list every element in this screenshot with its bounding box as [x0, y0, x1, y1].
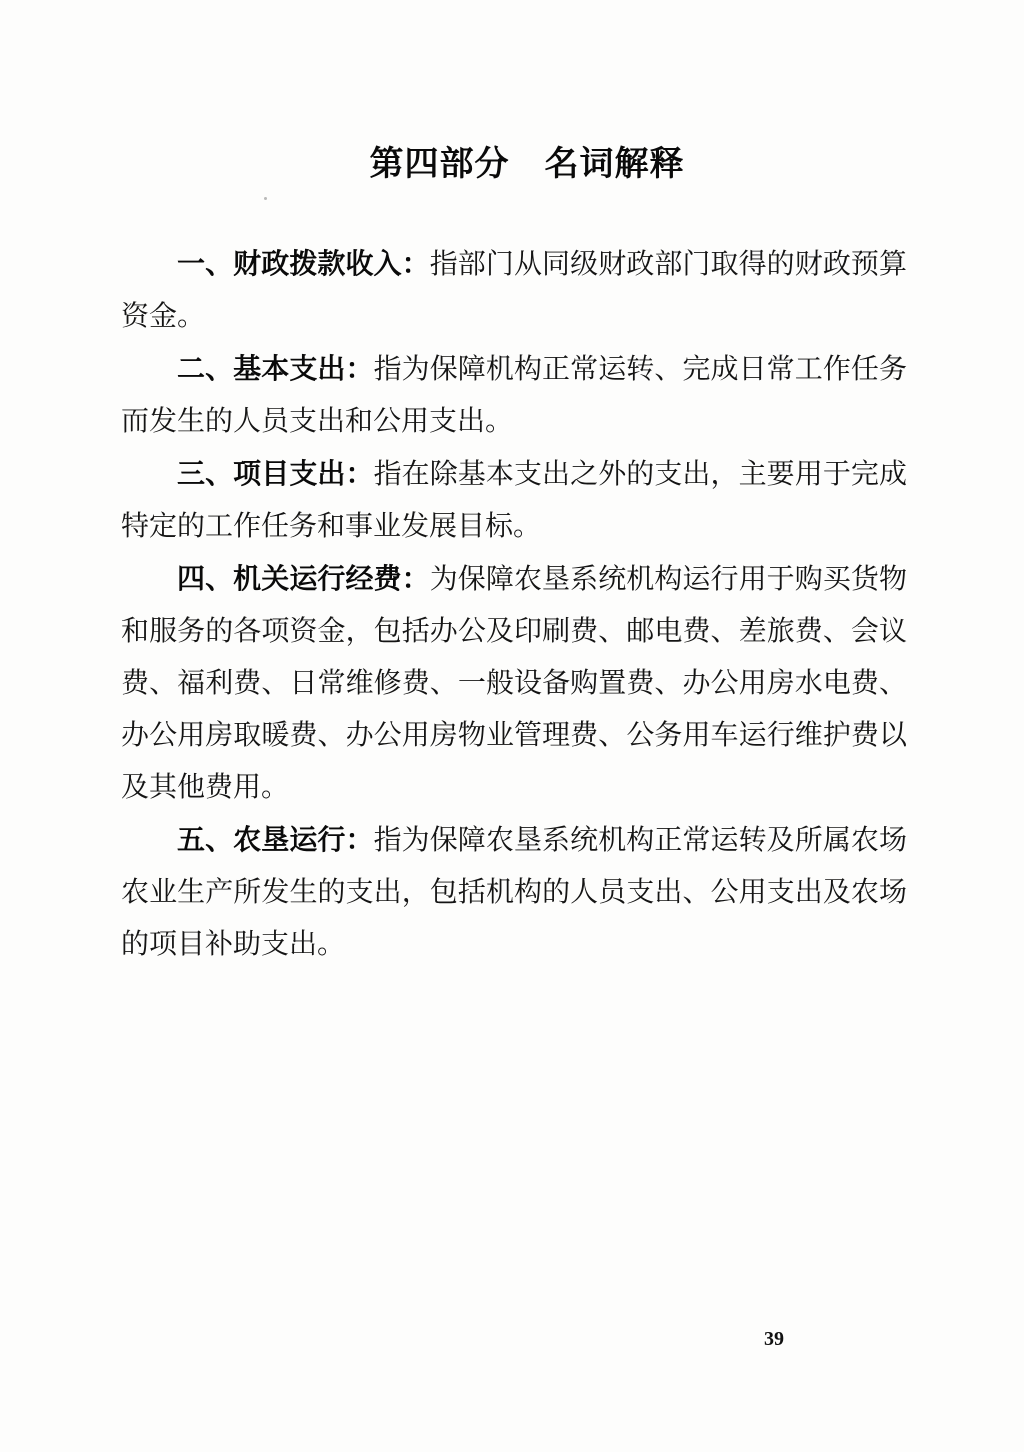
term-definition: 指为保障农垦系统机构正常运转及所属农场农业生产所发生的支出，包括机构的人员支出、公用支出及农场的项目补助支出。: [121, 825, 907, 960]
page-number: 39: [764, 1328, 784, 1350]
document-body: [121, 238, 907, 971]
term-label: 二、基本支出：: [177, 353, 374, 384]
term-label: 一、财政拨款收入：: [177, 248, 430, 279]
term-definition: 指为保障机构正常运转、完成日常工作任务而发生的人员支出和公用支出。: [121, 354, 907, 437]
page-title: 第四部分 名词解释: [369, 145, 685, 183]
term-label: 四、机关运行经费：: [177, 563, 430, 594]
definition-paragraph: [121, 553, 907, 814]
term-label: 三、项目支出：: [177, 458, 374, 489]
term-definition: 指在除基本支出之外的支出，主要用于完成特定的工作任务和事业发展目标。: [121, 459, 907, 542]
definition-paragraph: [121, 343, 907, 448]
term-definition: 指部门从同级财政部门取得的财政预算资金。: [121, 249, 907, 332]
term-definition: 为保障农垦系统机构运行用于购买货物和服务的各项资金，包括办公及印刷费、邮电费、差旅费、会议费、福利费、日常维修费、一般设备购置费、办公用房水电费、办公用房取暖费、办公用房物业管理费、公务用车运行维护费以及其他费用。: [121, 564, 907, 803]
term-label: 五、农垦运行：: [177, 824, 374, 855]
definition-paragraph: [121, 448, 907, 553]
scan-speck: [264, 197, 267, 200]
definition-paragraph: [121, 238, 907, 343]
definition-paragraph: [121, 814, 907, 971]
